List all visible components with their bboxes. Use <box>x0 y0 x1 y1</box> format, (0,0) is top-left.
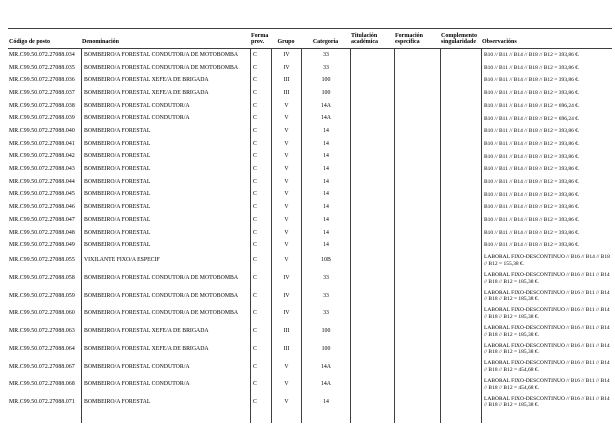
header-label: específica <box>395 39 420 46</box>
cell-observacions: LABORAL FIXO-DESCONTINUO // B16 // B11 // B14 // B18 // B12 = 454,68 €. <box>481 358 612 376</box>
cell-codigo: MR.C99.50.072.27088.035 <box>9 64 75 71</box>
cell-grupo: V <box>271 138 301 151</box>
cell-forma: C <box>250 323 271 341</box>
cell-titulacion <box>350 87 394 100</box>
cell-forma: C <box>250 270 271 288</box>
cell-observacions: LABORAL FIXO-DESCONTINUO // B16 // B11 // B14 // B18 // B12 = 185,38 €. <box>481 270 612 288</box>
header-label: Categoría <box>312 39 339 46</box>
cell-denominacion: BOMBEIRO/A FORESTAL <box>81 151 250 164</box>
cell-formacion <box>394 323 440 341</box>
cell-titulacion <box>350 189 394 202</box>
cell-formacion <box>394 125 440 138</box>
cell-denominacion: BOMBEIRO/A FORESTAL XEFE/A DE BRIGADA <box>81 87 250 100</box>
cell-forma: C <box>250 214 271 227</box>
cell-titulacion <box>350 252 394 270</box>
header-cell-complemento <box>440 29 481 48</box>
cell-titulacion <box>350 239 394 252</box>
table-row <box>8 358 612 376</box>
cell-denominacion: BOMBEIRO/A FORESTAL XEFE/A DE BRIGADA <box>81 340 250 358</box>
cell-titulacion <box>350 125 394 138</box>
cell-denominacion: BOMBEIRO/A FORESTAL CONDUTOR/A DE MOTOBOMBA <box>81 49 250 62</box>
cell-forma: C <box>250 74 271 87</box>
header-label: Complemento <box>441 32 477 39</box>
cell-forma: C <box>250 394 271 412</box>
cell-complemento <box>440 112 481 125</box>
cell-denominacion: BOMBEIRO/A FORESTAL CONDUTOR/A <box>81 100 250 113</box>
cell-observacions: LABORAL FIXO-DESCONTINUO // B16 // B11 // B14 // B18 // B12 = 454,68 €. <box>481 376 612 394</box>
cell-complemento <box>440 62 481 75</box>
cell-codigo: MR.C99.50.072.27088.042 <box>9 153 75 160</box>
table-row <box>8 125 612 138</box>
cell-complemento <box>440 252 481 270</box>
cell-denominacion: BOMBEIRO/A FORESTAL <box>81 163 250 176</box>
table-row <box>8 138 612 151</box>
cell-forma: C <box>250 49 271 62</box>
cell-titulacion <box>350 176 394 189</box>
cell-denominacion: BOMBEIRO/A FORESTAL <box>81 201 250 214</box>
header-label: Grupo <box>277 39 295 46</box>
cell-forma: C <box>250 340 271 358</box>
cell-denominacion: BOMBEIRO/A FORESTAL <box>81 189 250 202</box>
cell-categoria: 14A <box>301 100 350 113</box>
cell-grupo: III <box>271 87 301 100</box>
cell-observacions: B10 // B11 // B14 // B18 // B12 = 393,86 €. <box>481 138 612 151</box>
cell-formacion <box>394 49 440 62</box>
cell-codigo: MR.C99.50.072.27088.044 <box>9 178 75 185</box>
cell-complemento <box>440 138 481 151</box>
cell-formacion <box>394 252 440 270</box>
cell-observacions: B10 // B11 // B14 // B18 // B12 = 393,86 €. <box>481 227 612 240</box>
cell-codigo: MR.C99.50.072.27088.055 <box>9 257 75 264</box>
cell-formacion <box>394 201 440 214</box>
cell-formacion <box>394 138 440 151</box>
cell-observacions: LABORAL FIXO-DESCONTINUO // B16 // B11 // B14 // B18 // B12 = 185,38 €. <box>481 340 612 358</box>
cell-codigo: MR.C99.50.072.27088.037 <box>9 89 75 96</box>
table-row <box>8 214 612 227</box>
cell-forma: C <box>250 358 271 376</box>
cell-categoria: 33 <box>301 49 350 62</box>
cell-formacion <box>394 239 440 252</box>
cell-forma: C <box>250 87 271 100</box>
cell-denominacion: BOMBEIRO/A FORESTAL <box>81 125 250 138</box>
cell-complemento <box>440 176 481 189</box>
cell-observacions: B10 // B11 // B14 // B18 // B12 = 393,86 €. <box>481 151 612 164</box>
cell-forma: C <box>250 189 271 202</box>
table-row <box>8 176 612 189</box>
cell-grupo: IV <box>271 49 301 62</box>
cell-complemento <box>440 323 481 341</box>
cell-codigo: MR.C99.50.072.27088.036 <box>9 77 75 84</box>
cell-titulacion <box>350 214 394 227</box>
cell-grupo: IV <box>271 270 301 288</box>
cell-denominacion: BOMBEIRO/A FORESTAL CONDUTOR/A DE MOTOBOMBA <box>81 287 250 305</box>
cell-categoria: 33 <box>301 270 350 288</box>
cell-titulacion <box>350 227 394 240</box>
cell-grupo: V <box>271 227 301 240</box>
header-cell-grupo <box>271 29 301 48</box>
cell-complemento <box>440 239 481 252</box>
cell-categoria: 14 <box>301 176 350 189</box>
cell-denominacion: BOMBEIRO/A FORESTAL CONDUTOR/A DE MOTOBOMBA <box>81 270 250 288</box>
cell-formacion <box>394 163 440 176</box>
cell-forma: C <box>250 227 271 240</box>
cell-observacions: B10 // B11 // B14 // B18 // B12 = 696,24 €. <box>481 112 612 125</box>
cell-complemento <box>440 163 481 176</box>
cell-categoria: 14 <box>301 189 350 202</box>
cell-codigo: MR.C99.50.072.27088.046 <box>9 204 75 211</box>
cell-grupo: III <box>271 323 301 341</box>
cell-formacion <box>394 100 440 113</box>
cell-categoria: 14 <box>301 239 350 252</box>
cell-denominacion: BOMBEIRO/A FORESTAL CONDUTOR/A <box>81 376 250 394</box>
table-row <box>8 163 612 176</box>
cell-forma: C <box>250 125 271 138</box>
table-row <box>8 394 612 412</box>
table-row <box>8 305 612 323</box>
header-cell-titulacion <box>350 29 394 48</box>
cell-forma: C <box>250 163 271 176</box>
spacer-cell <box>394 411 440 423</box>
header-label: Formación <box>395 32 423 39</box>
rpt-table <box>8 28 612 423</box>
cell-grupo: III <box>271 340 301 358</box>
cell-categoria: 14 <box>301 138 350 151</box>
spacer-cell <box>81 411 250 423</box>
cell-codigo: MR.C99.50.072.27088.048 <box>9 229 75 236</box>
cell-categoria: 33 <box>301 305 350 323</box>
cell-titulacion <box>350 49 394 62</box>
cell-codigo: MR.C99.50.072.27088.064 <box>9 345 75 352</box>
cell-grupo: V <box>271 252 301 270</box>
cell-formacion <box>394 112 440 125</box>
cell-titulacion <box>350 138 394 151</box>
cell-grupo: V <box>271 189 301 202</box>
cell-formacion <box>394 214 440 227</box>
cell-formacion <box>394 74 440 87</box>
cell-formacion <box>394 176 440 189</box>
cell-denominacion: BOMBEIRO/A FORESTAL <box>81 138 250 151</box>
cell-forma: C <box>250 239 271 252</box>
cell-denominacion: VIXILANTE FIXO/A ESPECIF <box>81 252 250 270</box>
cell-observacions: LABORAL FIXO-DESCONTINUO // B16 // B14 // B18 // B12 = 155,38 €. <box>481 252 612 270</box>
table-spacer-row <box>8 411 612 423</box>
cell-codigo: MR.C99.50.072.27088.063 <box>9 328 75 335</box>
cell-forma: C <box>250 376 271 394</box>
spacer-cell <box>8 411 81 423</box>
cell-codigo: MR.C99.50.072.27088.040 <box>9 128 75 135</box>
cell-categoria: 14 <box>301 163 350 176</box>
cell-titulacion <box>350 323 394 341</box>
cell-grupo: V <box>271 239 301 252</box>
cell-formacion <box>394 376 440 394</box>
cell-denominacion: BOMBEIRO/A FORESTAL XEFE/A DE BRIGADA <box>81 323 250 341</box>
spacer-cell <box>350 411 394 423</box>
cell-titulacion <box>350 376 394 394</box>
cell-codigo: MR.C99.50.072.27088.043 <box>9 166 75 173</box>
cell-observacions: B10 // B11 // B14 // B18 // B12 = 393,86 €. <box>481 214 612 227</box>
cell-complemento <box>440 358 481 376</box>
table-row <box>8 100 612 113</box>
cell-codigo: MR.C99.50.072.27088.039 <box>9 115 75 122</box>
table-row <box>8 151 612 164</box>
cell-complemento <box>440 214 481 227</box>
spacer-cell <box>440 411 481 423</box>
cell-titulacion <box>350 151 394 164</box>
spacer-cell <box>301 411 350 423</box>
table-row <box>8 49 612 62</box>
cell-grupo: IV <box>271 305 301 323</box>
header-cell-denominacion <box>81 29 250 48</box>
cell-categoria: 14A <box>301 358 350 376</box>
spacer-cell <box>481 411 612 423</box>
cell-grupo: V <box>271 214 301 227</box>
cell-grupo: V <box>271 358 301 376</box>
table-row <box>8 227 612 240</box>
table-row <box>8 270 612 288</box>
cell-categoria: 14 <box>301 151 350 164</box>
table-row <box>8 87 612 100</box>
table-header <box>8 28 612 49</box>
cell-denominacion: BOMBEIRO/A FORESTAL <box>81 227 250 240</box>
cell-forma: C <box>250 138 271 151</box>
header-label: Observacións <box>482 39 517 46</box>
cell-forma: C <box>250 112 271 125</box>
cell-titulacion <box>350 74 394 87</box>
cell-observacions: B10 // B11 // B14 // B18 // B12 = 393,86 €. <box>481 87 612 100</box>
cell-codigo: MR.C99.50.072.27088.047 <box>9 216 75 223</box>
cell-codigo: MR.C99.50.072.27088.059 <box>9 292 75 299</box>
cell-codigo: MR.C99.50.072.27088.060 <box>9 310 75 317</box>
cell-formacion <box>394 270 440 288</box>
header-cell-observacions <box>481 29 612 48</box>
spacer-cell <box>250 411 271 423</box>
cell-titulacion <box>350 340 394 358</box>
cell-categoria: 14 <box>301 201 350 214</box>
cell-codigo: MR.C99.50.072.27088.045 <box>9 191 75 198</box>
cell-categoria: 14 <box>301 227 350 240</box>
header-label: Titulación <box>351 32 378 39</box>
cell-grupo: V <box>271 112 301 125</box>
cell-forma: C <box>250 100 271 113</box>
cell-grupo: V <box>271 201 301 214</box>
cell-complemento <box>440 87 481 100</box>
cell-denominacion: BOMBEIRO/A FORESTAL CONDUTOR/A <box>81 358 250 376</box>
cell-complemento <box>440 394 481 412</box>
table-row <box>8 252 612 270</box>
cell-forma: C <box>250 176 271 189</box>
cell-observacions: B10 // B11 // B14 // B18 // B12 = 393,86 €. <box>481 189 612 202</box>
cell-titulacion <box>350 394 394 412</box>
table-row <box>8 376 612 394</box>
cell-forma: C <box>250 151 271 164</box>
table-row <box>8 239 612 252</box>
cell-complemento <box>440 376 481 394</box>
cell-denominacion: BOMBEIRO/A FORESTAL CONDUTOR/A DE MOTOBOMBA <box>81 305 250 323</box>
header-label: Código de posto <box>9 39 51 46</box>
table-row <box>8 340 612 358</box>
cell-titulacion <box>350 358 394 376</box>
cell-forma: C <box>250 252 271 270</box>
cell-formacion <box>394 287 440 305</box>
cell-complemento <box>440 201 481 214</box>
cell-codigo: MR.C99.50.072.27088.041 <box>9 140 75 147</box>
cell-categoria: 100 <box>301 323 350 341</box>
cell-complemento <box>440 227 481 240</box>
cell-denominacion: BOMBEIRO/A FORESTAL <box>81 214 250 227</box>
cell-categoria: 100 <box>301 87 350 100</box>
cell-observacions: B10 // B11 // B14 // B18 // B12 = 393,86 €. <box>481 201 612 214</box>
cell-grupo: V <box>271 100 301 113</box>
cell-categoria: 14 <box>301 125 350 138</box>
cell-grupo: IV <box>271 62 301 75</box>
cell-forma: C <box>250 287 271 305</box>
cell-titulacion <box>350 270 394 288</box>
cell-complemento <box>440 270 481 288</box>
cell-categoria: 100 <box>301 340 350 358</box>
cell-titulacion <box>350 287 394 305</box>
cell-codigo: MR.C99.50.072.27088.071 <box>9 398 75 405</box>
cell-grupo: IV <box>271 287 301 305</box>
cell-categoria: 10B <box>301 252 350 270</box>
cell-categoria: 100 <box>301 74 350 87</box>
cell-formacion <box>394 227 440 240</box>
cell-grupo: III <box>271 74 301 87</box>
header-cell-forma <box>250 29 271 48</box>
cell-observacions: B10 // B11 // B14 // B18 // B12 = 393,86 €. <box>481 163 612 176</box>
cell-complemento <box>440 340 481 358</box>
cell-observacions: LABORAL FIXO-DESCONTINUO // B16 // B11 // B14 // B18 // B12 = 185,38 €. <box>481 323 612 341</box>
cell-observacions: B10 // B11 // B14 // B18 // B12 = 393,86 €. <box>481 125 612 138</box>
cell-observacions: B10 // B11 // B14 // B18 // B12 = 393,86 €. <box>481 74 612 87</box>
header-cell-formacion <box>394 29 440 48</box>
header-label: singularidade <box>441 39 477 46</box>
cell-complemento <box>440 74 481 87</box>
cell-observacions: B10 // B11 // B14 // B18 // B12 = 393,86 €. <box>481 239 612 252</box>
cell-formacion <box>394 62 440 75</box>
cell-grupo: V <box>271 163 301 176</box>
cell-denominacion: BOMBEIRO/A FORESTAL <box>81 239 250 252</box>
cell-titulacion <box>350 100 394 113</box>
cell-codigo: MR.C99.50.072.27088.058 <box>9 275 75 282</box>
table-row <box>8 62 612 75</box>
cell-formacion <box>394 358 440 376</box>
cell-codigo: MR.C99.50.072.27088.068 <box>9 381 75 388</box>
table-row <box>8 323 612 341</box>
header-label: Denominación <box>82 39 120 46</box>
table-body <box>8 49 612 423</box>
cell-formacion <box>394 340 440 358</box>
header-label: Forma <box>251 32 269 39</box>
cell-categoria: 33 <box>301 287 350 305</box>
cell-complemento <box>440 151 481 164</box>
cell-categoria: 14A <box>301 112 350 125</box>
cell-codigo: MR.C99.50.072.27088.034 <box>9 51 75 58</box>
cell-complemento <box>440 189 481 202</box>
header-label: prov. <box>251 39 265 46</box>
cell-titulacion <box>350 163 394 176</box>
cell-observacions: B10 // B11 // B14 // B18 // B12 = 696,24 €. <box>481 100 612 113</box>
header-cell-categoria <box>301 29 350 48</box>
cell-denominacion: BOMBEIRO/A FORESTAL CONDUTOR/A <box>81 112 250 125</box>
cell-formacion <box>394 189 440 202</box>
cell-observacions: B10 // B11 // B14 // B18 // B12 = 393,86 €. <box>481 62 612 75</box>
cell-complemento <box>440 125 481 138</box>
cell-formacion <box>394 394 440 412</box>
cell-forma: C <box>250 62 271 75</box>
cell-denominacion: BOMBEIRO/A FORESTAL <box>81 394 250 412</box>
cell-complemento <box>440 287 481 305</box>
cell-forma: C <box>250 305 271 323</box>
cell-complemento <box>440 49 481 62</box>
cell-denominacion: BOMBEIRO/A FORESTAL CONDUTOR/A DE MOTOBOMBA <box>81 62 250 75</box>
cell-observacions: LABORAL FIXO-DESCONTINUO // B16 // B11 // B14 // B18 // B12 = 185,38 €. <box>481 394 612 412</box>
cell-grupo: V <box>271 394 301 412</box>
cell-formacion <box>394 305 440 323</box>
cell-grupo: V <box>271 376 301 394</box>
cell-categoria: 33 <box>301 62 350 75</box>
cell-titulacion <box>350 62 394 75</box>
cell-denominacion: BOMBEIRO/A FORESTAL <box>81 176 250 189</box>
cell-codigo: MR.C99.50.072.27088.049 <box>9 242 75 249</box>
cell-titulacion <box>350 305 394 323</box>
cell-titulacion <box>350 112 394 125</box>
table-row <box>8 201 612 214</box>
cell-forma: C <box>250 201 271 214</box>
cell-grupo: V <box>271 151 301 164</box>
cell-observacions: LABORAL FIXO-DESCONTINUO // B16 // B11 // B14 // B18 // B12 = 185,38 €. <box>481 305 612 323</box>
header-cell-codigo <box>8 29 81 48</box>
cell-denominacion: BOMBEIRO/A FORESTAL XEFE/A DE BRIGADA <box>81 74 250 87</box>
cell-observacions: B10 // B11 // B14 // B18 // B12 = 393,86 €. <box>481 176 612 189</box>
table-row <box>8 189 612 202</box>
cell-observacions: LABORAL FIXO-DESCONTINUO // B16 // B11 // B14 // B18 // B12 = 185,38 €. <box>481 287 612 305</box>
cell-formacion <box>394 151 440 164</box>
cell-grupo: V <box>271 176 301 189</box>
cell-categoria: 14A <box>301 376 350 394</box>
cell-complemento <box>440 100 481 113</box>
cell-titulacion <box>350 201 394 214</box>
table-row <box>8 287 612 305</box>
cell-observacions: B10 // B11 // B14 // B18 // B12 = 393,86 €. <box>481 49 612 62</box>
table-row <box>8 74 612 87</box>
header-label: académica <box>351 39 378 46</box>
cell-categoria: 14 <box>301 214 350 227</box>
cell-formacion <box>394 87 440 100</box>
cell-codigo: MR.C99.50.072.27088.067 <box>9 363 75 370</box>
spacer-cell <box>271 411 301 423</box>
cell-grupo: V <box>271 125 301 138</box>
cell-codigo: MR.C99.50.072.27088.038 <box>9 102 75 109</box>
cell-categoria: 14 <box>301 394 350 412</box>
cell-complemento <box>440 305 481 323</box>
table-row <box>8 112 612 125</box>
